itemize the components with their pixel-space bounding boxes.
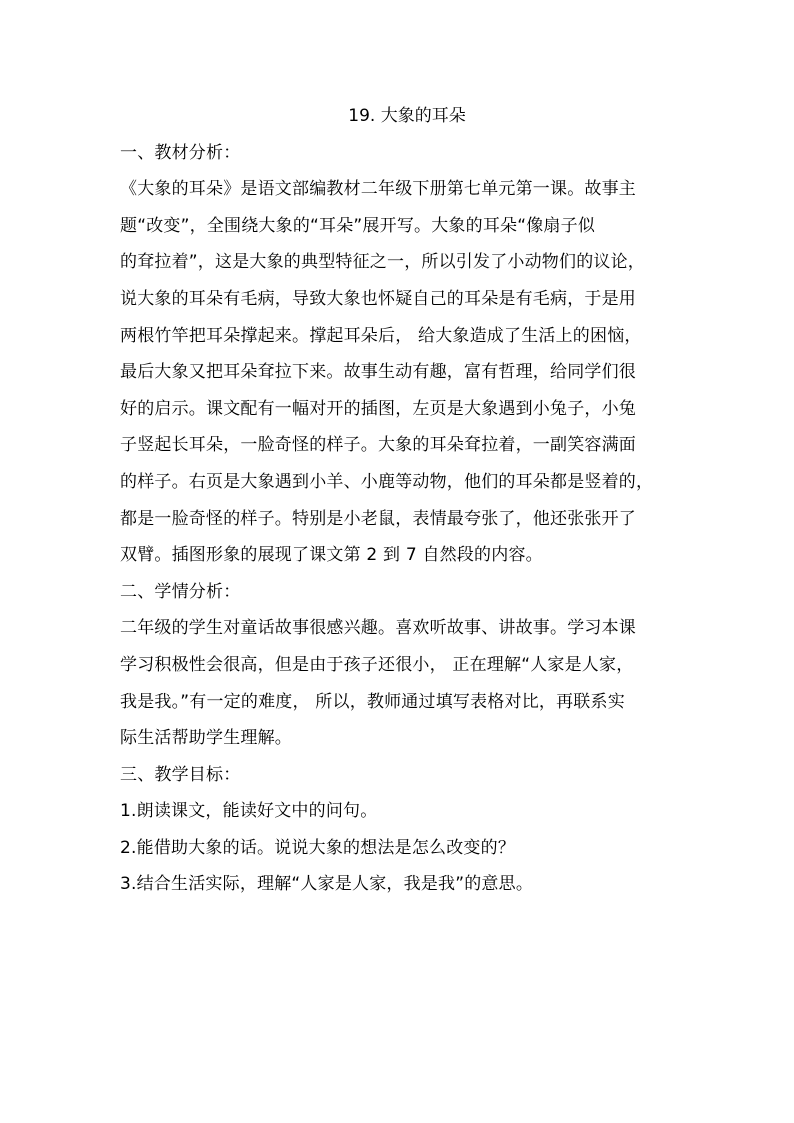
line-gap [120, 202, 680, 213]
line-gap [120, 751, 680, 762]
text-line: 《大象的耳朵》是语文部编教材二年级下册第七单元第一课。故事主 [120, 179, 636, 200]
line-gap [120, 385, 680, 396]
text-line: 学习积极性会很高，但是由于孩子还很小， 正在理解“人家是人家， [120, 654, 634, 675]
line-gap [120, 422, 680, 433]
text-line: 两根竹竿把耳朵撑起来。撑起耳朵后， 给大象造成了生活上的困恼， [120, 325, 642, 346]
text-line: 双臂。插图形象的展现了课文第 2 到 7 自然段的内容。 [120, 545, 543, 566]
line-gap [120, 495, 680, 506]
line-gap [120, 166, 680, 177]
text-line: 际生活帮助学生理解。 [120, 728, 292, 749]
text-line: 二年级的学生对童话故事很感兴趣。喜欢听故事、讲故事。学习本课 [120, 618, 636, 639]
line-gap [120, 788, 680, 799]
line-gap [120, 568, 680, 579]
text-line: 题“改变”，全围绕大象的“耳朵”展开写。大象的耳朵“像扇子似 [120, 215, 596, 236]
text-line: 好的启示。课文配有一幅对开的插图，左页是大象遇到小兔子，小兔 [120, 398, 636, 419]
line-gap [120, 861, 680, 872]
document-body [120, 140, 680, 898]
text-line: 子竖起长耳朵，一脸奇怪的样子。大象的耳朵耷拉着，一副笑容满面 [120, 435, 636, 456]
line-gap [120, 349, 680, 360]
line-gap [120, 275, 680, 286]
line-gap [120, 605, 680, 616]
text-line: 我是我。”有一定的难度， 所以，教师通过填写表格对比，再联系实 [120, 691, 625, 712]
text-line: 3.结合生活实际，理解“人家是人家，我是我”的意思。 [120, 874, 534, 895]
text-line: 都是一脸奇怪的样子。特别是小老鼠，表情最夸张了，他还张张开了 [120, 508, 636, 529]
line-gap [120, 532, 680, 543]
text-line: 的耷拉着”，这是大象的典型特征之一，所以引发了小动物们的议论， [120, 252, 646, 273]
line-gap [120, 239, 680, 250]
document-page [120, 103, 680, 897]
text-line: 二、学情分析： [120, 581, 241, 602]
document-title: 19. 大象的耳朵 [348, 106, 466, 126]
text-line: 一、教材分析： [120, 142, 241, 163]
text-line: 最后大象又把耳朵耷拉下来。故事生动有趣，富有哲理，给同学们很 [120, 362, 636, 383]
line-gap [120, 824, 680, 835]
line-gap [120, 715, 680, 726]
text-line: 三、教学目标： [120, 764, 241, 785]
line-gap [120, 458, 680, 469]
line-gap [120, 641, 680, 652]
text-line: 的样子。右页是大象遇到小羊、小鹿等动物，他们的耳朵都是竖着的， [120, 471, 654, 492]
line-gap [120, 678, 680, 689]
spacer [120, 129, 680, 140]
text-line: 说大象的耳朵有毛病，导致大象也怀疑自己的耳朵是有毛病，于是用 [120, 288, 636, 309]
line-gap [120, 312, 680, 323]
text-line: 2.能借助大象的话。说说大象的想法是怎么改变的？ [120, 837, 516, 858]
text-line: 1.朗读课文，能读好文中的问句。 [120, 801, 378, 822]
